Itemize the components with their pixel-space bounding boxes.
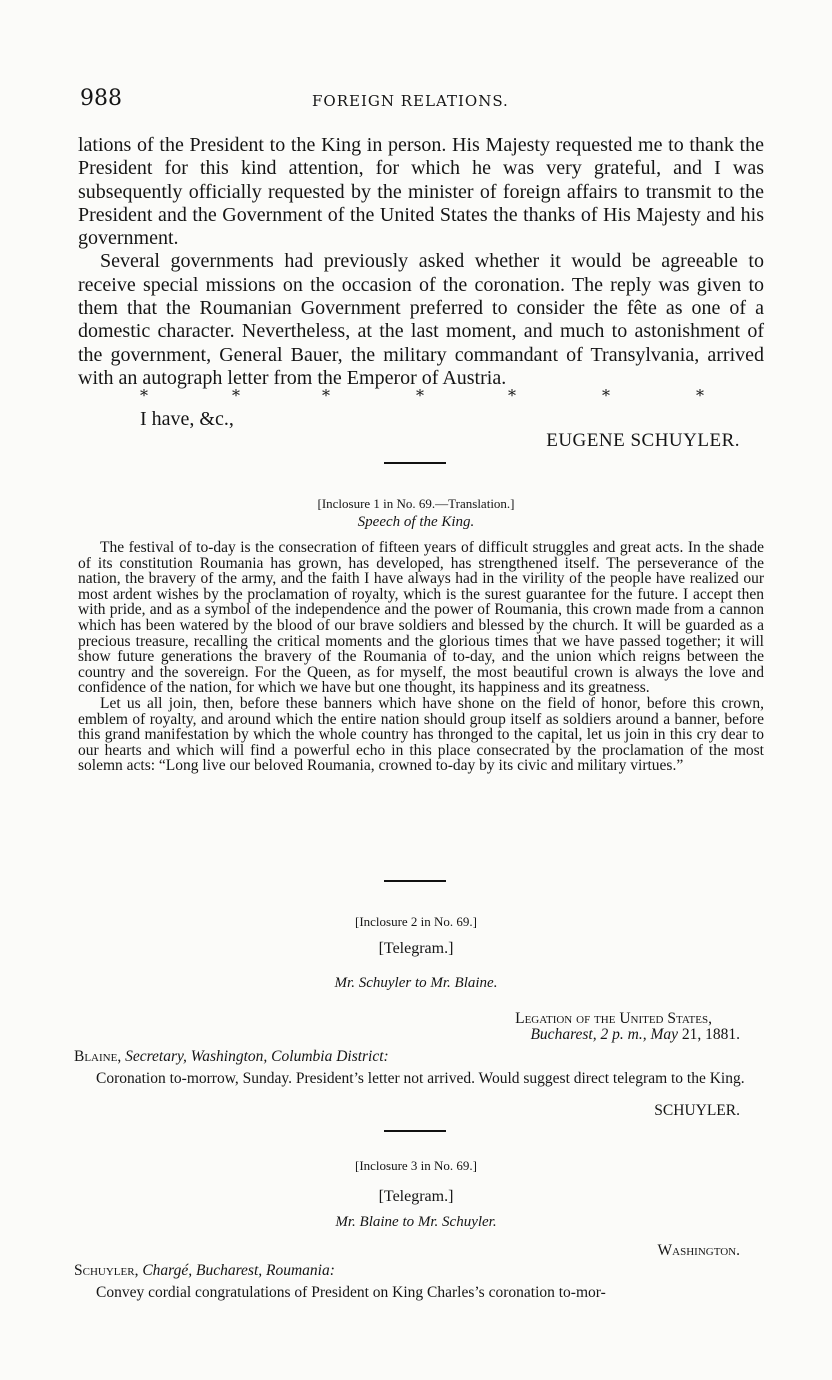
- letter-paragraph: Several governments had previously asked whether it would be agreeable to receive special missions on the occasion of the coronation. The reply was given to them that the Roumanian Government preferred to consider the fête as one of a domestic character. Nevertheless, at the last moment, and much to astonishment of the government, General Bauer, the military commandant of Transylvania, arrived with an autograph letter from the Emperor of Austria.: [78, 250, 764, 389]
- inclosure-3-heading: [Inclosure 3 in No. 69.]: [354, 1158, 478, 1173]
- inclosure-2-dateline: [530, 1026, 740, 1044]
- inclosure-1-title: Speech of the King.: [357, 514, 475, 530]
- dateline-time: 2 p. m.,: [600, 1026, 647, 1043]
- star: *: [140, 386, 148, 405]
- inclosure-2-addressee: [74, 1048, 389, 1066]
- star: *: [696, 386, 704, 405]
- dateline-date: 21, 1881.: [681, 1026, 740, 1043]
- inclosure-2-body: [74, 1070, 760, 1087]
- inclosure-3-type: [Telegram.]: [378, 1188, 454, 1205]
- inclosure-2-origin: Legation of the United States,: [515, 1010, 712, 1027]
- running-head: FOREIGN RELATIONS.: [312, 92, 509, 110]
- letter-signature: EUGENE SCHUYLER.: [546, 430, 740, 451]
- inclosure-2-type: [Telegram.]: [378, 940, 454, 957]
- speech-body: [78, 540, 764, 774]
- ellipsis-stars: [78, 386, 764, 406]
- section-divider: [384, 1130, 446, 1132]
- inclosure-2-heading: [Inclosure 2 in No. 69.]: [354, 914, 478, 929]
- inclosure-1-heading: [Inclosure 1 in No. 69.—Translation.]: [317, 496, 515, 511]
- inclosure-3-body: [74, 1284, 760, 1301]
- addressee-name: Schuyler,: [74, 1262, 139, 1279]
- star: *: [232, 386, 240, 405]
- addressee-name: Blaine,: [74, 1048, 122, 1065]
- letter-closing: I have, &c.,: [140, 408, 234, 430]
- dateline-place: Bucharest,: [530, 1026, 597, 1043]
- inclosure-2-title: Mr. Schuyler to Mr. Blaine.: [334, 975, 498, 991]
- dateline-month: May: [650, 1026, 678, 1043]
- inclosure-3-origin: Washington.: [657, 1242, 740, 1259]
- section-divider: [384, 880, 446, 882]
- addressee-detail: Chargé, Bucharest, Roumania:: [142, 1262, 335, 1279]
- star: *: [602, 386, 610, 405]
- star: *: [416, 386, 424, 405]
- speech-paragraph: Let us all join, then, before these banners which have shone on the field of honor, before this crown, emblem of royalty, and around which the entire nation should group itself as soldiers around a banner, before this grand manifestation by which the whole country has thronged to the capital, let us join in this cry dear to our hearts and which will find a powerful echo in this place consecrated by the proclamation of the most solemn acts: “Long live our beloved Roumania, crowned to-day by its civic and military virtues.”: [78, 694, 764, 775]
- inclosure-2-signature: SCHUYLER.: [654, 1102, 740, 1119]
- addressee-detail: Secretary, Washington, Columbia District:: [125, 1048, 389, 1065]
- letter-paragraph: lations of the President to the King in person. His Majesty requested me to thank the President for this kind attention, for which he was very grateful, and I was subsequently officially requested by the minister of foreign affairs to transmit to the President and the Government of the United States the thanks of His Majesty and his government.: [78, 134, 764, 250]
- letter-body: [78, 134, 764, 390]
- page-number: 988: [80, 86, 122, 111]
- inclosure-3-title: Mr. Blaine to Mr. Schuyler.: [335, 1214, 497, 1230]
- section-divider: [384, 462, 446, 464]
- star: *: [508, 386, 516, 405]
- inclosure-3-addressee: [74, 1262, 335, 1280]
- telegram-text: Convey cordial congratulations of President on King Charles’s coronation to-mor-: [96, 1284, 606, 1301]
- star: *: [322, 386, 330, 405]
- telegram-text: Coronation to-morrow, Sunday. President’s letter not arrived. Would suggest direct telegram to the King.: [96, 1070, 745, 1087]
- speech-paragraph: The festival of to-day is the consecration of fifteen years of difficult struggles and great acts. In the shade of its constitution Roumania has grown, has developed, has strengthened itself. The perseverance of the nation, the bravery of the army, and the faith I have always had in the virility of the people have realized our most ardent wishes by the proclamation of royalty, which is the surest guarantee for the future. I accept then with pride, and as a symbol of the independence and the power of Roumania, this crown made from a cannon which has been watered by the blood of our brave soldiers and blessed by the church. It will be guarded as a precious treasure, recalling the critical moments and the glorious times that we have passed together; it will show future generations the bravery of the Roumania of to-day, and the union which reigns between the country and the sovereign. For the Queen, as for myself, the most beautiful crown is always the love and confidence of the nation, for which we have but one thought, its happiness and its greatness.: [78, 539, 764, 697]
